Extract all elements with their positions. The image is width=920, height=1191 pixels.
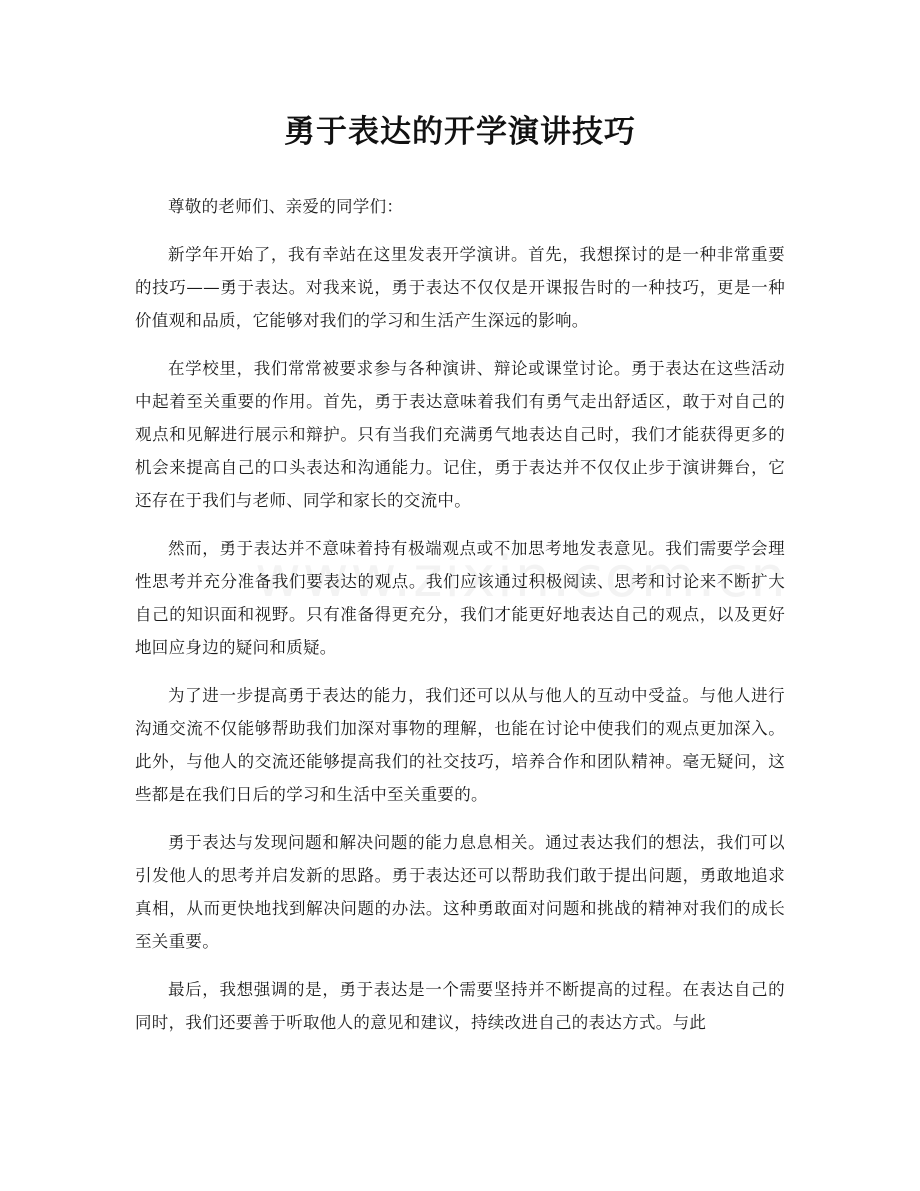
body-paragraph: 新学年开始了，我有幸站在这里发表开学演讲。首先，我想探讨的是一种非常重要的技巧——勇于表达。对我来说，勇于表达不仅仅是开课报告时的一种技巧，更是一种价值观和品质，它能够对我们的学习和生活产生深远的影响。 (135, 245, 785, 330)
body-paragraph: 勇于表达与发现问题和解决问题的能力息息相关。通过表达我们的想法，我们可以引发他人的思考并启发新的思路。勇于表达还可以帮助我们敢于提出问题，勇敢地追求真相，从而更快地找到解决问题的办法。这种勇敢面对问题和挑战的精神对我们的成长至关重要。 (135, 833, 785, 951)
body-paragraph: 然而，勇于表达并不意味着持有极端观点或不加思考地发表意见。我们需要学会理性思考并充分准备我们要表达的观点。我们应该通过积极阅读、思考和讨论来不断扩大自己的知识面和视野。只有准备得更充分，我们才能更好地表达自己的观点，以及更好地回应身边的疑问和质疑。 (135, 539, 785, 657)
body-paragraph: 最后，我想强调的是，勇于表达是一个需要坚持并不断提高的过程。在表达自己的同时，我们还要善于听取他人的意见和建议，持续改进自己的表达方式。与此 (135, 980, 785, 1032)
body-paragraph: 为了进一步提高勇于表达的能力，我们还可以从与他人的互动中受益。与他人进行沟通交流不仅能够帮助我们加深对事物的理解，也能在讨论中使我们的观点更加深入。此外，与他人的交流还能够提高我们的社交技巧，培养合作和团队精神。毫无疑问，这些都是在我们日后的学习和生活中至关重要的。 (135, 686, 785, 804)
document-title: 勇于表达的开学演讲技巧 (284, 114, 636, 150)
body-paragraph: 在学校里，我们常常被要求参与各种演讲、辩论或课堂讨论。勇于表达在这些活动中起着至关重要的作用。首先，勇于表达意味着我们有勇气走出舒适区，敢于对自己的观点和见解进行展示和辩护。只有当我们充满勇气地表达自己时，我们才能获得更多的机会来提高自己的口头表达和沟通能力。记住，勇于表达并不仅仅止步于演讲舞台，它还存在于我们与老师、同学和家长的交流中。 (135, 359, 785, 510)
salutation-paragraph: 尊敬的老师们、亲爱的同学们： (168, 197, 404, 216)
